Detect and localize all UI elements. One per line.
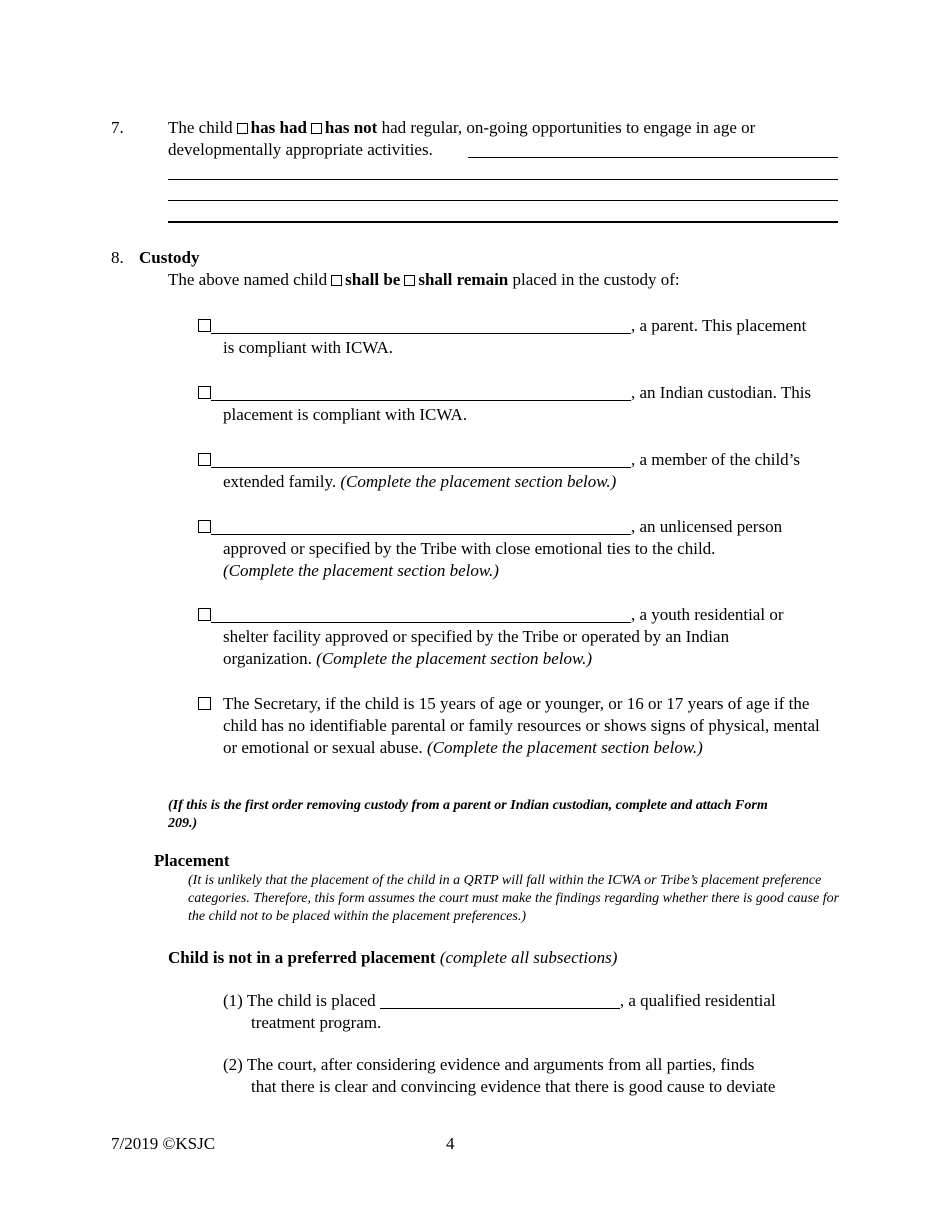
extended-family-name-field[interactable] [211, 467, 631, 468]
option-suffix: , an unlicensed person [631, 517, 783, 536]
custody-option-unlicensed-person [198, 516, 838, 582]
indian-custodian-name-field[interactable] [211, 400, 631, 401]
option-suffix: , a parent. This placement [631, 316, 807, 335]
item7-line1 [168, 117, 755, 139]
subsection-1 [223, 990, 843, 1034]
sub1-text-a: (1) The child is placed [223, 991, 376, 1010]
first-order-note: (If this is the first order removing custody from a parent or Indian custodian, complete and attach Form 209.) [168, 798, 768, 831]
item7-answer-field-1[interactable] [468, 157, 838, 158]
secretary-checkbox[interactable] [198, 697, 211, 710]
custody-option-parent [198, 315, 838, 359]
unlicensed-person-checkbox[interactable] [198, 520, 211, 533]
sub1-text-c: treatment program. [251, 1013, 382, 1032]
shall-remain-checkbox[interactable] [404, 275, 415, 286]
custody-option-indian-custodian [198, 382, 838, 426]
item7-text-a: The child [168, 118, 233, 137]
unlicensed-person-name-field[interactable] [211, 534, 631, 535]
item7-text-c: developmentally appropriate activities. [168, 140, 433, 159]
item8-intro-a: The above named child [168, 270, 328, 289]
has-not-label: has not [324, 118, 378, 137]
item7-text-b: had regular, on-going opportunities to engage in age or [381, 118, 756, 137]
custody-option-youth-facility [198, 604, 838, 670]
option-suffix: , a member of the child’s [631, 450, 801, 469]
option-note: (Complete the placement section below.) [340, 472, 617, 491]
has-had-label: has had [250, 118, 307, 137]
option-rest: approved or specified by the Tribe with close emotional ties to the child. (Complete the placement section below.) [223, 539, 716, 580]
item7-answer-field-2[interactable] [168, 179, 838, 180]
option-note: (Complete the placement section below.) [316, 649, 593, 668]
item7-number: 7. [111, 118, 124, 137]
not-preferred-heading [168, 947, 617, 969]
extended-family-checkbox[interactable] [198, 453, 211, 466]
custody-option-secretary [198, 693, 838, 759]
custody-option-extended-family [198, 449, 838, 493]
item7-answer-field-4[interactable] [168, 221, 838, 223]
sub2-text-a: (2) The court, after considering evidence and arguments from all parties, finds [223, 1055, 755, 1074]
not-preferred-title: Child is not in a preferred placement [168, 948, 436, 967]
indian-custodian-checkbox[interactable] [198, 386, 211, 399]
sub1-text-b: , a qualified residential [619, 991, 776, 1010]
item8-number: 8. [111, 248, 124, 267]
has-not-checkbox[interactable] [311, 123, 322, 134]
parent-name-field[interactable] [211, 333, 631, 334]
placement-heading: Placement [154, 851, 230, 870]
item8-intro-b: placed in the custody of: [512, 270, 680, 289]
placement-note: (It is unlikely that the placement of the child in a QRTP will fall within the ICWA or Tribe’s placement preference categories. Therefore, this form assumes the court must make the findings regarding whether there is good cause for the child not to be placed within the placement preferences.) [188, 873, 840, 924]
shall-be-checkbox[interactable] [331, 275, 342, 286]
option-rest: placement is compliant with ICWA. [223, 405, 468, 424]
item8-intro [168, 269, 680, 291]
parent-checkbox[interactable] [198, 319, 211, 332]
item8-heading: Custody [139, 248, 200, 267]
option-suffix: , a youth residential or [631, 605, 784, 624]
placement-name-field[interactable] [380, 1008, 620, 1009]
youth-facility-checkbox[interactable] [198, 608, 211, 621]
secretary-text: The Secretary, if the child is 15 years of age or younger, or 16 or 17 years of age if the child has no identifiable parental or family resources or shows signs of physical, mental or emotional or sexual abuse. (Complete the placement section below.) [223, 694, 820, 757]
footer-date: 7/2019 ©KSJC [111, 1134, 216, 1153]
item7-answer-field-3[interactable] [168, 200, 838, 201]
option-suffix: , an Indian custodian. This [631, 383, 812, 402]
item7-line2 [168, 139, 433, 161]
option-rest: shelter facility approved or specified by the Tribe or operated by an Indian organization. (Complete the placement section below.) [223, 627, 730, 668]
has-had-checkbox[interactable] [237, 123, 248, 134]
shall-remain-label: shall remain [418, 270, 509, 289]
option-rest: is compliant with ICWA. [223, 338, 393, 357]
shall-be-label: shall be [345, 270, 401, 289]
sub2-text-b: that there is clear and convincing evidence that there is good cause to deviate [251, 1077, 776, 1096]
option-note: (Complete the placement section below.) [223, 561, 499, 580]
option-rest: extended family. (Complete the placement section below.) [223, 472, 617, 491]
subsection-2 [223, 1054, 843, 1098]
not-preferred-subtitle: (complete all subsections) [439, 948, 618, 967]
youth-facility-name-field[interactable] [211, 622, 631, 623]
secretary-note: (Complete the placement section below.) [426, 738, 703, 757]
page-number: 4 [446, 1134, 455, 1153]
